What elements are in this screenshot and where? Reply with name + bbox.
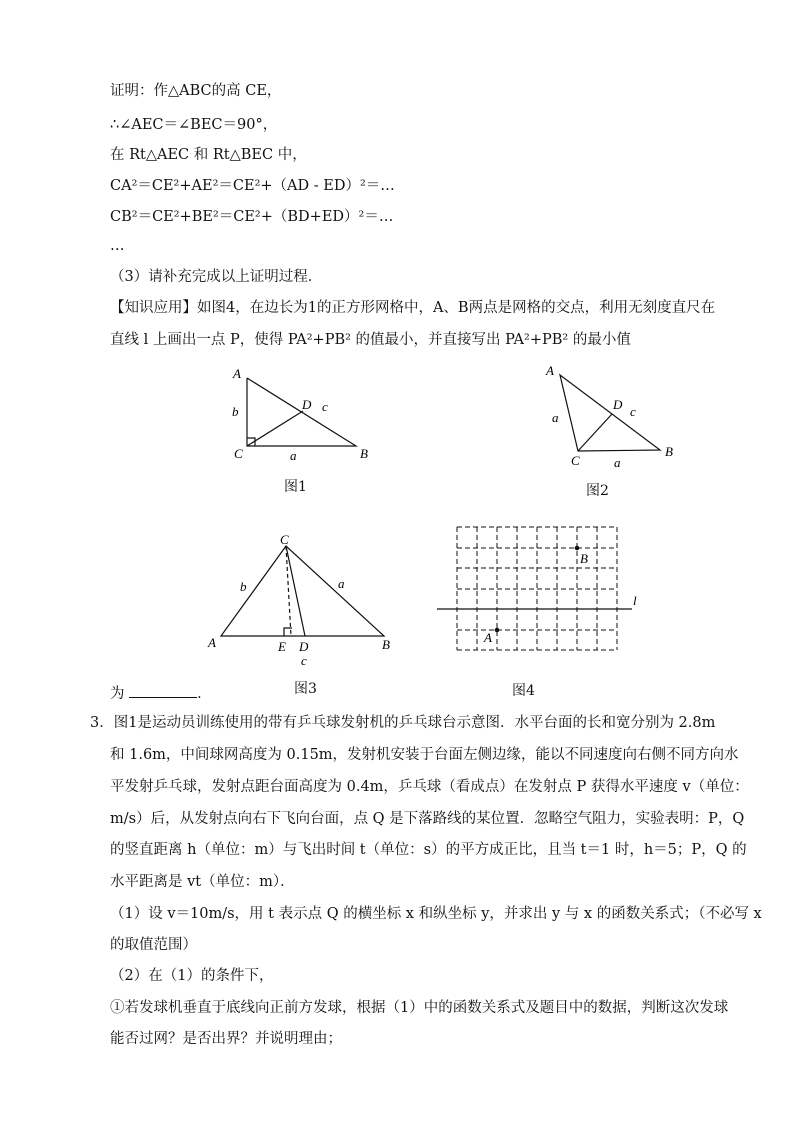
fig1-label-side-b: b bbox=[232, 404, 239, 419]
problem3-line-1: 3．图1是运动员训练使用的带有乒乓球发射机的乒乓球台示意图．水平台面的长和宽分别为 2.8m bbox=[90, 715, 716, 731]
proof-line-2: ∴∠AEC＝∠BEC＝90°， bbox=[110, 117, 278, 133]
figure-1-caption: 图1 bbox=[284, 479, 307, 495]
proof-line-1: 证明：作△ABC的高 CE， bbox=[110, 83, 282, 99]
fig2-label-a-vertex: A bbox=[546, 363, 554, 378]
fig3-label-c-vertex: C bbox=[280, 532, 289, 547]
fig3-label-a-vertex: A bbox=[208, 635, 216, 650]
figure-2-lines bbox=[560, 375, 660, 451]
problem3-part2-item1-line-1: ①若发球机垂直于底线向正前方发球，根据（1）中的函数关系式及题目中的数据，判断这次发球 bbox=[110, 1000, 729, 1016]
fig2-label-b-vertex: B bbox=[665, 444, 673, 459]
fig2-label-side-c: c bbox=[630, 404, 636, 419]
fig2-label-side-a-bottom: a bbox=[614, 455, 621, 470]
figure-2-caption: 图2 bbox=[586, 483, 609, 499]
proof-line-5: CB²＝CE²+BE²＝CE²+（BD+ED）²＝… bbox=[110, 209, 394, 225]
fig1-label-b-vertex: B bbox=[360, 446, 368, 461]
fig4-label-b: B bbox=[580, 551, 588, 566]
problem3-line-4: m/s）后，从发射点向右下飞向台面，点 Q 是下落路线的某位置．忽略空气阻力，实验表明：P，Q bbox=[110, 811, 745, 827]
figure-1-lines bbox=[247, 378, 356, 446]
fig1-label-c-vertex: C bbox=[234, 446, 243, 461]
proof-line-6: … bbox=[110, 238, 125, 254]
proof-line-4: CA²＝CE²+AE²＝CE²+（AD - ED）²＝… bbox=[110, 178, 395, 194]
problem3-line-6: 水平距离是 vt（单位：m）． bbox=[110, 874, 295, 890]
problem3-line-2: 和 1.6m，中间球网高度为 0.15m，发射机安装于台面左侧边缘，能以不同速度向右侧不同方向水 bbox=[110, 747, 739, 763]
figure-4-grid bbox=[457, 527, 617, 650]
fig1-label-side-a: a bbox=[290, 448, 297, 463]
fig3-label-side-a: a bbox=[338, 576, 345, 591]
fig3-label-b-vertex: B bbox=[382, 637, 390, 652]
problem3-part2: （2）在（1）的条件下， bbox=[110, 968, 274, 984]
application-line-2: 直线 l 上画出一点 P，使得 PA²+PB² 的值最小，并直接写出 PA²+PB² 的最小值 bbox=[110, 332, 631, 348]
fig1-label-d-point: D bbox=[302, 397, 312, 412]
problem3-part1-line-1: （1）设 v＝10m/s，用 t 表示点 Q 的横坐标 x 和纵坐标 y，并求出 y 与 x 的函数关系式；（不必写 x bbox=[110, 906, 762, 922]
fig2-label-side-a-left: a bbox=[552, 410, 559, 425]
fig3-label-side-b: b bbox=[240, 579, 247, 594]
fig4-label-l: l bbox=[633, 593, 637, 608]
answer-suffix: ． bbox=[197, 686, 212, 702]
problem3-line-5: 的竖直距离 h（单位：m）与飞出时间 t（单位：s）的平方成正比，且当 t＝1 时，h＝5；P，Q 的 bbox=[110, 842, 747, 858]
figure-4-caption: 图4 bbox=[512, 683, 535, 699]
fig1-label-a-vertex: A bbox=[233, 366, 241, 381]
fig2-label-d-point: D bbox=[613, 397, 623, 412]
fig4-label-a: A bbox=[484, 630, 492, 645]
problem3-line-3: 平发射乒乓球，发射点距台面高度为 0.4m，乒乓球（看成点）在发射点 P 获得水平速度 v（单位： bbox=[110, 779, 749, 795]
fig3-label-side-c: c bbox=[301, 653, 307, 668]
application-line-1: 【知识应用】如图4，在边长为1的正方形网格中，A、B两点是网格的交点，利用无刻度直尺在 bbox=[110, 300, 716, 316]
problem3-part1-line-2: 的取值范围） bbox=[110, 937, 197, 953]
fig3-label-d-point: D bbox=[299, 639, 309, 654]
problem3-part2-item1-line-2: 能否过网？是否出界？并说明理由； bbox=[110, 1031, 342, 1047]
answer-blank[interactable] bbox=[129, 683, 197, 698]
figure-3-caption: 图3 bbox=[294, 681, 317, 697]
figure-4-point-b bbox=[575, 546, 580, 551]
fig3-label-e-point: E bbox=[278, 639, 286, 654]
part-3-instruction: （3）请补充完成以上证明过程． bbox=[110, 269, 323, 285]
answer-prefix: 为 bbox=[110, 686, 125, 702]
application-line-3 bbox=[110, 683, 212, 704]
fig1-label-side-c: c bbox=[322, 399, 328, 414]
fig2-label-c-vertex: C bbox=[571, 453, 580, 468]
figure-4-point-a bbox=[495, 628, 500, 633]
proof-line-3: 在 Rt△AEC 和 Rt△BEC 中， bbox=[110, 147, 307, 163]
